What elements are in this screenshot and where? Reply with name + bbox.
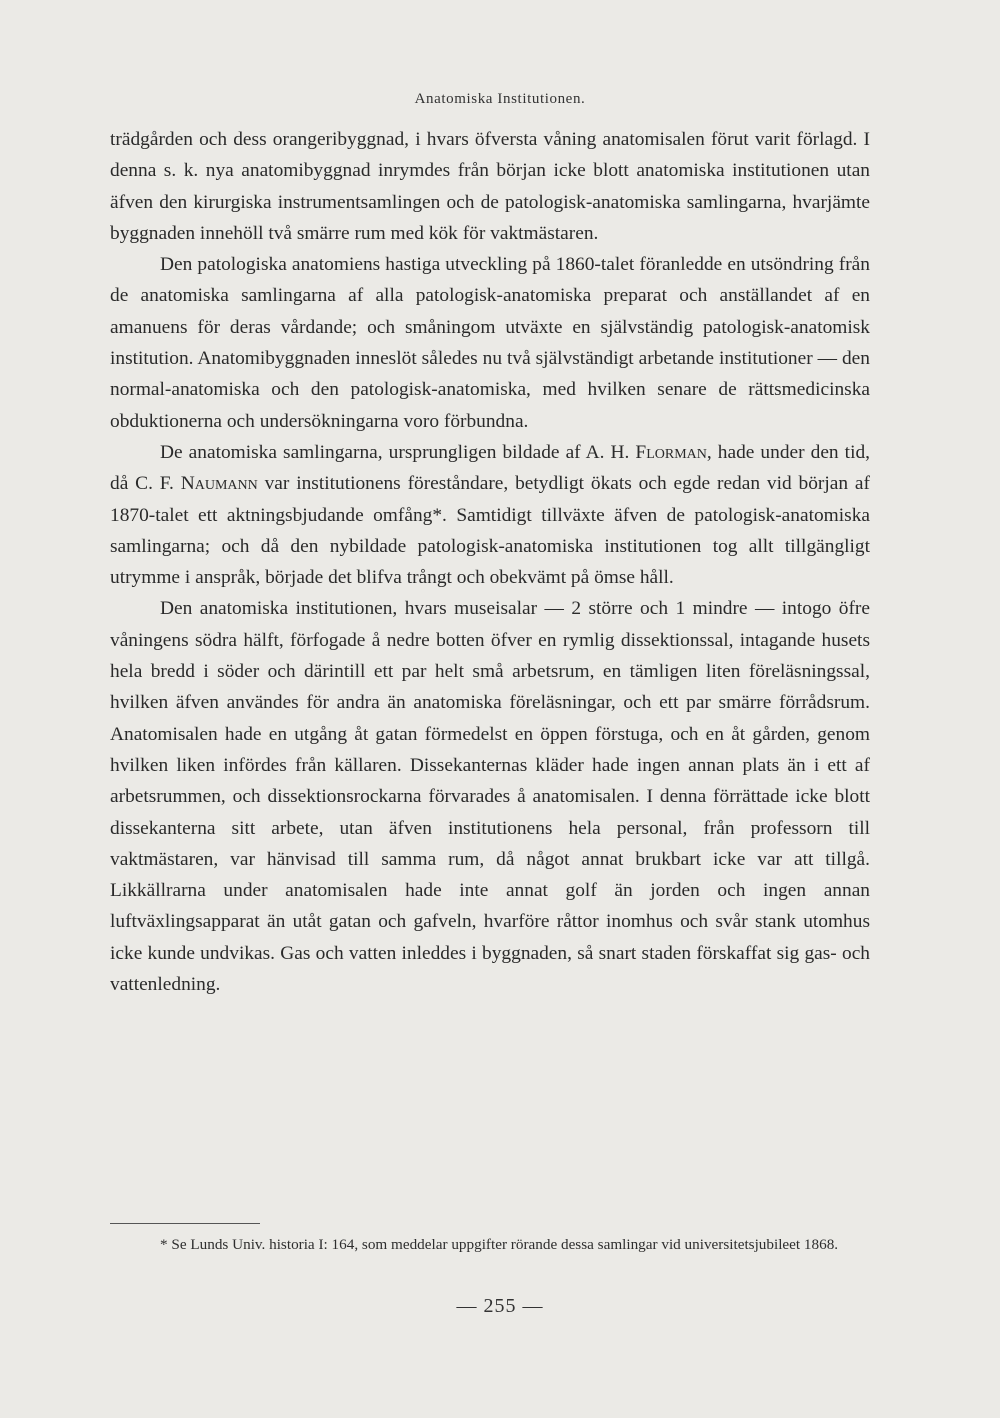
- paragraph-4: Den anatomiska institutionen, hvars museisalar — 2 större och 1 mindre — intogo öfre våningens södra hälft, förfogade å nedre botten öfver en rymlig dissektionssal, intagande husets hela bredd i söder och därintill ett par helt små arbetsrum, en tämligen liten föreläsningssal, hvilken äfven användes för andra än anatomiska föreläsningar, och ett par smärre förrådsrum. Anatomisalen hade en utgång åt gatan förmedelst en öppen förstuga, och en åt gården, genom hvilken liken infördes från källaren. Dissekanternas kläder hade ingen annan plats än i ett af arbetsrummen, och dissektionsrockarna förvarades å anatomisalen. I denna förrättade icke blott dissekanterna sitt arbete, utan äfven institutionens hela personal, från professorn till vaktmästaren, var hänvisad till samma rum, då något annat brukbart icke var att tillgå. Likkällrarna under anatomisalen hade inte annat golf än jorden och ingen annan luftväxlingsapparat än utåt gatan och gafveln, hvarföre råttor inomhus och svår stank utomhus icke kunde undvikas. Gas och vatten inleddes i byggnaden, så snart staden förskaffat sig gas- och vattenledning.: [110, 598, 870, 996]
- paragraph-3-part-c: var institutionens föreståndare, betydligt ökats och egde redan vid början af 1870-talet ett aktningsbjudande omfång*. Samtidigt tillväxte äfven de patologisk-anatomiska samlingarna; och då den nybildade patologisk-anatomiska institutionen tog allt tillgängligt utrymme i anspråk, började det blifva trångt och obekvämt på ömse håll.: [110, 473, 870, 589]
- running-head: Anatomiska Institutionen.: [414, 91, 586, 107]
- paragraph-3-part-a: De anatomiska samlingarna, ursprungligen bildade af A. H.: [160, 441, 636, 463]
- paragraph-3-part-b: , hade under den tid, då C. F.: [110, 441, 870, 495]
- body-text: [110, 124, 870, 1000]
- page-number: — 255 —: [456, 1295, 544, 1317]
- name-florman: Florman: [635, 441, 707, 463]
- paragraph-3: [110, 437, 870, 593]
- paragraph-2: Den patologiska anatomiens hastiga utveckling på 1860-talet föranledde en utsöndring från de anatomiska samlingarna af alla patologisk-anatomiska preparat och anställandet af en amanuens för deras vårdande; och småningom utväxte en självständig patologisk-anatomisk institution. Anatomibyggnaden inneslöt således nu två självständigt arbetande institutioner — den normal-anatomiska och den patologisk-anatomiska, med hvilken senare de rättsmedicinska obduktionerna och undersökningarna voro förbundna.: [110, 254, 870, 432]
- name-naumann: Naumann: [180, 473, 258, 495]
- paragraph-1: trädgården och dess orangeribyggnad, i hvars öfversta våning anatomisalen förut varit förlagd. I denna s. k. nya anatomibyggnad inrymdes från början icke blott anatomiska institutionen utan äfven den kirurgiska instrumentsamlingen och de patologisk-anatomiska samlingarna, hvarjämte byggnaden innehöll två smärre rum med kök för vaktmästaren.: [110, 129, 870, 244]
- footnote-divider: [110, 1223, 260, 1224]
- footnote: * Se Lunds Univ. historia I: 164, som meddelar uppgifter rörande dessa samlingar vid universitetsjubileet 1868.: [160, 1236, 839, 1253]
